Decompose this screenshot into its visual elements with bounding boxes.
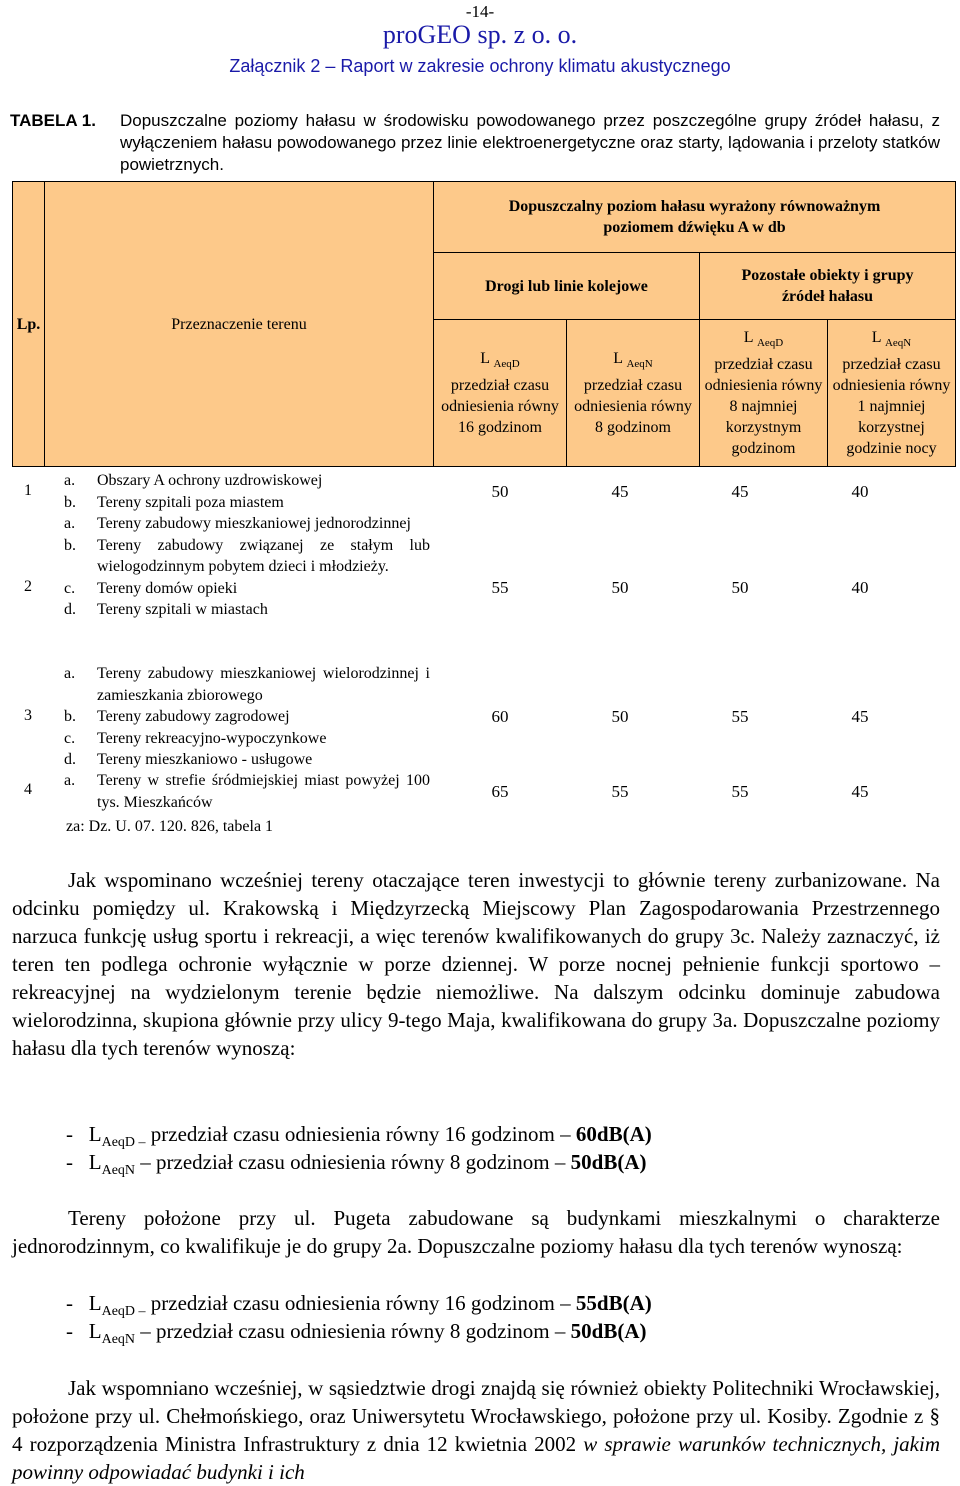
col-header-other-laeqd: L $_{AeqD}$ przedział czasu odniesienia równy 8 najmniej korzystnym godzinom — [699, 319, 828, 467]
row-values: 60 50 55 45 — [491, 707, 869, 726]
row-values: 50 45 45 40 — [491, 482, 869, 501]
col-header-roads-laeqn: L $_{AeqN}$ przedział czasu odniesienia równy 8 godzinom — [566, 319, 700, 467]
paragraph: Jak wspomniano wcześniej, w sąsiedztwie drogi znajdą się również obiekty Politechniki Wrocławskiej, położone przy ul. Chełmońskiego, oraz Uniwersytetu Wrocławskiego, położone przy ul. Kosiby. Zgodnie z § 4 rozporządzenia Ministra Infrastruktury z dnia 12 kwietnia 2002 w sprawie warunków technicznych, jakim powinny odpowiadać budynki i ich — [12, 1376, 941, 1484]
limit-item: - $L_{AeqD -}$ przedział czasu odniesienia równy 16 godzinom – 55dB(A) — [66, 1291, 652, 1320]
row-lp: 4 — [24, 781, 32, 798]
table-caption-text: Dopuszczalne poziomy hałasu w środowisku powodowanego przez poszczególne grupy źródeł hałasu, z wyłączeniem hałasu powodowanego przez linie elektroenergetyczne oraz starty, lądowania i przeloty statków powietrznych. — [120, 111, 940, 174]
row-purpose: a. Tereny w strefie śródmiejskiej miast powyżej 100 tys. Mieszkańców — [64, 772, 430, 811]
noise-limits-table — [12, 181, 956, 467]
row-purpose: a. Tereny zabudowy mieszkaniowej jednorodzinnej b. Tereny zabudowy związanej ze stałym lub wielogodzinnym pobytem dzieci i młodzieży. c. Tereny domów opieki d. Tereny szpitali w miastach — [64, 515, 430, 618]
col-header-roads: Drogi lub linie kolejowe — [433, 252, 700, 320]
table-source: za: Dz. U. 07. 120. 826, tabela 1 — [66, 818, 274, 835]
row-lp: 2 — [24, 578, 32, 595]
col-header-purpose: Przeznaczenie terenu — [44, 181, 434, 467]
paragraph: Jak wspominano wcześniej tereny otaczające teren inwestycji to głównie tereny zurbanizowane. Na odcinku pomiędzy ul. Krakowską i Międzyrzecką Miejscowy Plan Zagospodarowania Przestrzennego narzuca funkcję usług sportu i rekreacji, a więc terenów kwalifikowanych do grupy 3c. Należy zaznaczyć, iż teren ten podlega ochronie wyłącznie w porze dziennej. W porze nocnej pełnienie funkcji sportowo – rekreacyjnej na wydzielonym terenie będzie niemożliwe. Na dalszym odcinku dominuje zabudowa wielorodzinna, skupiona głównie przy ulicy 9-tego Maja, kwalifikowana do grupy 3a. Dopuszczalne poziomy hałasu dla tych terenów wynoszą: — [12, 868, 940, 1060]
table-label: TABELA 1. — [10, 111, 96, 130]
row-values: 55 50 50 40 — [491, 578, 869, 597]
page-number: -14- — [465, 2, 495, 21]
row-lp: 1 — [24, 482, 32, 499]
col-header-lp: Lp. — [12, 181, 45, 467]
col-header-other-laeqn: L $_{AeqN}$ przedział czasu odniesienia równy 1 najmniej korzystnej godzinie nocy — [827, 319, 956, 467]
document-subtitle: Załącznik 2 – Raport w zakresie ochrony klimatu akustycznego — [229, 56, 731, 76]
col-header-other-sources: Pozostałe obiekty i grupy źródeł hałasu — [699, 252, 956, 320]
row-purpose: a. Tereny zabudowy mieszkaniowej wielorodzinnej i zamieszkania zbiorowego b. Tereny zabudowy zagrodowej c. Tereny rekreacyjno-wypoczynkowe d. Tereny mieszkaniowo - usługowe — [64, 665, 430, 768]
table-caption — [10, 110, 940, 176]
row-values: 65 55 55 45 — [491, 782, 869, 801]
row-lp: 3 — [24, 707, 32, 724]
limit-item: - $L_{AeqN}$ – przedział czasu odniesienia równy 8 godzinom – 50dB(A) — [66, 1150, 647, 1179]
company-name: proGEO sp. z o. o. — [382, 20, 578, 49]
col-header-noise-level: Dopuszczalny poziom hałasu wyrażony równoważnym poziomem dźwięku A w db — [433, 181, 956, 253]
limit-item: - $L_{AeqD -}$ przedział czasu odniesienia równy 16 godzinom – 60dB(A) — [66, 1122, 652, 1151]
row-purpose: a. Obszary A ochrony uzdrowiskowej b. Tereny szpitali poza miastem — [64, 472, 323, 511]
limit-item: - $L_{AeqN}$ – przedział czasu odniesienia równy 8 godzinom – 50dB(A) — [66, 1319, 647, 1348]
paragraph: Tereny położone przy ul. Pugeta zabudowane są budynkami mieszkalnymi o charakterze jednorodzinnym, co kwalifikuje je do grupy 2a. Dopuszczalne poziomy hałasu dla tych terenów wynoszą: — [12, 1206, 940, 1258]
col-header-roads-laeqd: L $_{AeqD}$ przedział czasu odniesienia równy 16 godzinom — [433, 319, 567, 467]
